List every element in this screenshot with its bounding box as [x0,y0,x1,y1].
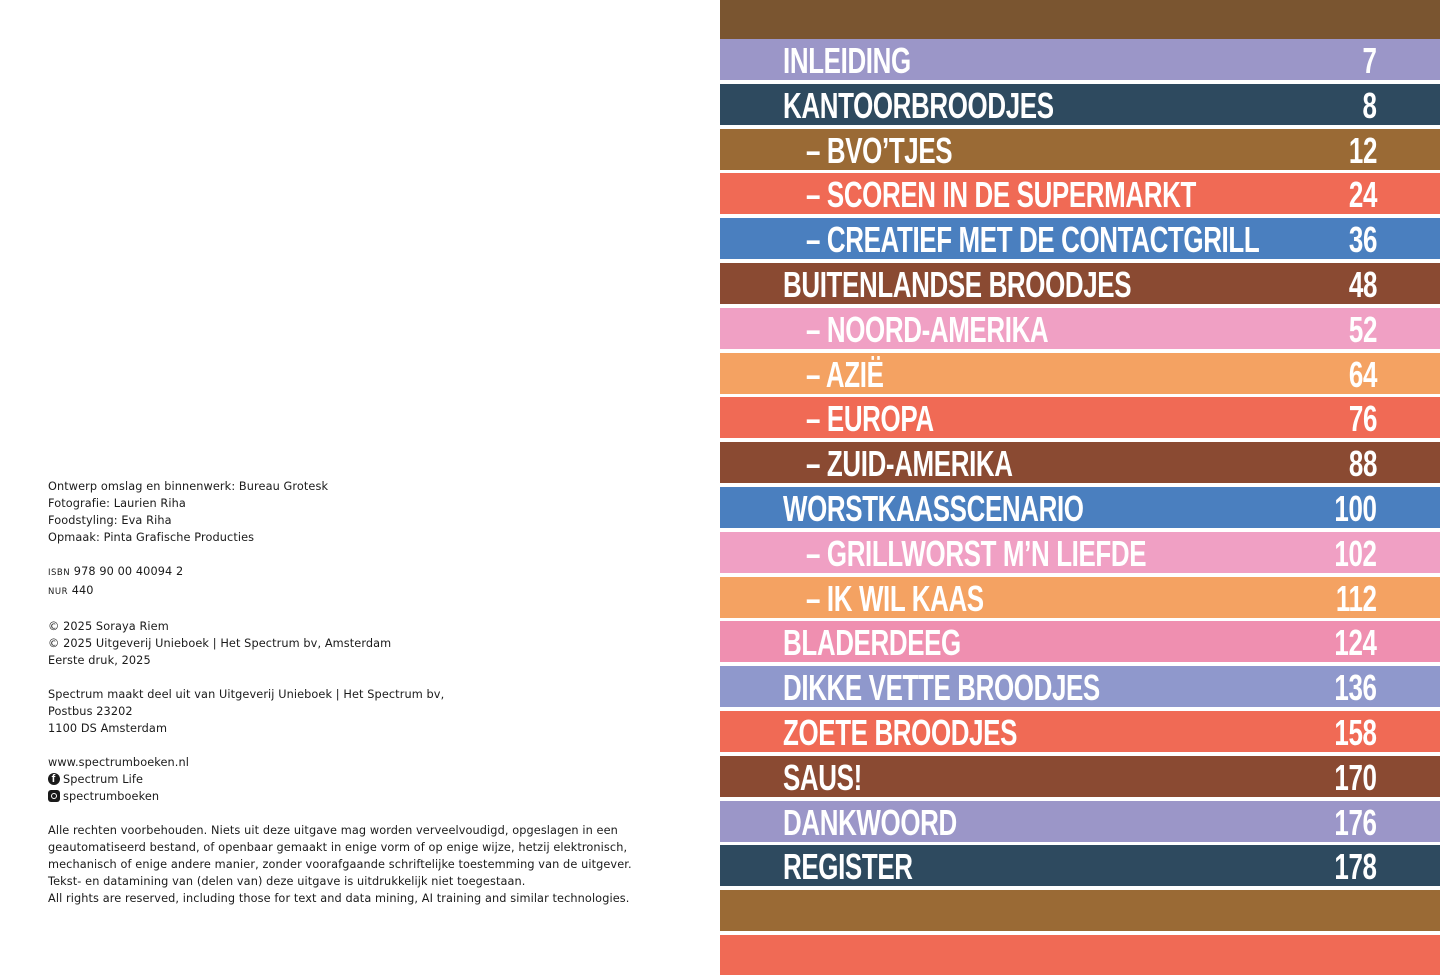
isbn-line [48,563,688,582]
toc-entry-title: ZOETE BROODJES [783,712,1018,753]
toc-entry-title: – ZUID-AMERIKA [806,443,1013,485]
edition: Eerste druk, 2025 [48,654,151,667]
toc-entry[interactable] [720,39,1440,80]
toc-entry[interactable] [720,129,1440,170]
toc-entry-page: 24 [1348,174,1377,216]
toc-entry-title: – CREATIEF MET DE CONTACTGRILL [806,219,1260,261]
toc-entry-title: – IK WIL KAAS [806,577,984,619]
toc-entry[interactable] [720,218,1440,259]
nur-value: 440 [71,584,94,597]
bottom-band [720,935,1440,975]
facebook-label: Spectrum Life [63,773,143,786]
toc-entry-page: 124 [1334,622,1377,664]
toc-entry-page: 12 [1348,129,1377,171]
toc-entry-page: 64 [1348,353,1377,395]
toc-entry[interactable] [720,801,1440,842]
toc-entry[interactable] [720,84,1440,125]
toc-entry[interactable] [720,442,1440,483]
toc-entry-title: – BVO’TJES [806,129,953,171]
toc-entry[interactable] [720,711,1440,752]
toc-entry[interactable] [720,845,1440,886]
publisher-line: Spectrum maakt deel uit van Uitgeverij Unieboek | Het Spectrum bv, [48,688,445,701]
toc-entry-page: 100 [1334,488,1377,529]
toc-entry-title: – SCOREN IN DE SUPERMARKT [806,174,1196,216]
table-of-contents [720,0,1440,975]
toc-entry[interactable] [720,532,1440,573]
toc-entry-page: 136 [1334,667,1377,709]
toc-entry-page: 36 [1348,219,1377,261]
toc-entry[interactable] [720,487,1440,528]
toc-entry-title: KANTOORBROODJES [783,84,1054,126]
copyright-author: © 2025 Soraya Riem [48,620,169,633]
toc-entry[interactable] [720,621,1440,662]
toc-entry-title: INLEIDING [783,40,911,81]
postbus: Postbus 23202 [48,705,133,718]
toc-entry-page: 52 [1348,308,1377,350]
rights-line: Tekst- en datamining van (delen van) deze uitgave is uitdrukkelijk niet toegestaan. [48,875,526,888]
rights-line: Alle rechten voorbehouden. Niets uit deze uitgave mag worden verveelvoudigd, opgeslagen in een [48,824,618,837]
toc-entry-page: 170 [1334,756,1377,798]
nur-label: NUR [48,587,68,597]
colophon [48,478,688,907]
layout-credit: Opmaak: Pinta Grafische Producties [48,531,255,544]
toc-entry-title: BLADERDEEG [783,622,961,664]
toc-entry-title: – EUROPA [806,398,934,440]
facebook-icon [48,773,60,785]
toc-entry-page: 102 [1334,532,1377,574]
toc-entry[interactable] [720,353,1440,394]
toc-entry-title: WORSTKAASSCENARIO [783,488,1084,529]
toc-entry[interactable] [720,666,1440,707]
instagram-link[interactable] [48,788,688,805]
foodstyling-credit: Foodstyling: Eva Riha [48,514,172,527]
toc-entry[interactable] [720,263,1440,304]
toc-entry-page: 76 [1348,398,1377,440]
copyright-publisher: © 2025 Uitgeverij Unieboek | Het Spectrum bv, Amsterdam [48,637,392,650]
rights-line: mechanisch of enige andere manier, zonder voorafgaande schriftelijke toestemming van de uitgever. [48,858,632,871]
rights-notice [48,822,688,907]
instagram-icon [48,790,60,802]
toc-entry-page: 8 [1362,84,1377,126]
toc-entry-page: 88 [1348,443,1377,485]
city: 1100 DS Amsterdam [48,722,168,735]
rights-line: geautomatiseerd bestand, of openbaar gemaakt in enige vorm of op enige wijze, hetzij elektronisch, [48,841,628,854]
toc-entry[interactable] [720,577,1440,618]
design-credit: Ontwerp omslag en binnenwerk: Bureau Grotesk [48,480,329,493]
website-link[interactable]: www.spectrumboeken.nl [48,756,189,769]
rights-line: All rights are reserved, including those for text and data mining, AI training and similar technologies. [48,892,630,905]
bottom-band [720,890,1440,931]
isbn-value: 978 90 00 40094 2 [73,565,184,578]
toc-entry-title: – GRILLWORST M’N LIEFDE [806,532,1147,574]
toc-entry-title: REGISTER [783,846,913,888]
toc-entry-title: DANKWOORD [783,801,957,843]
toc-entry-page: 176 [1334,801,1377,843]
toc-entry-page: 178 [1334,846,1377,888]
toc-entry-title: – AZIË [806,353,884,395]
photography-credit: Fotografie: Laurien Riha [48,497,186,510]
toc-entry-title: SAUS! [783,756,862,798]
toc-entry-page: 48 [1348,264,1377,305]
facebook-link[interactable] [48,771,688,788]
nur-line [48,582,688,601]
top-band [720,0,1440,39]
toc-entry[interactable] [720,397,1440,438]
toc-entry[interactable] [720,308,1440,349]
toc-entry-page: 112 [1336,577,1377,619]
toc-entry[interactable] [720,173,1440,214]
toc-entry-title: DIKKE VETTE BROODJES [783,667,1100,709]
toc-entry-page: 7 [1362,40,1377,81]
instagram-label: spectrumboeken [63,790,160,803]
isbn-label: ISBN [48,568,71,578]
toc-entry-title: – NOORD-AMERIKA [806,308,1049,350]
toc-entry-title: BUITENLANDSE BROODJES [783,264,1132,305]
toc-entry-page: 158 [1334,712,1377,753]
toc-entry[interactable] [720,756,1440,797]
